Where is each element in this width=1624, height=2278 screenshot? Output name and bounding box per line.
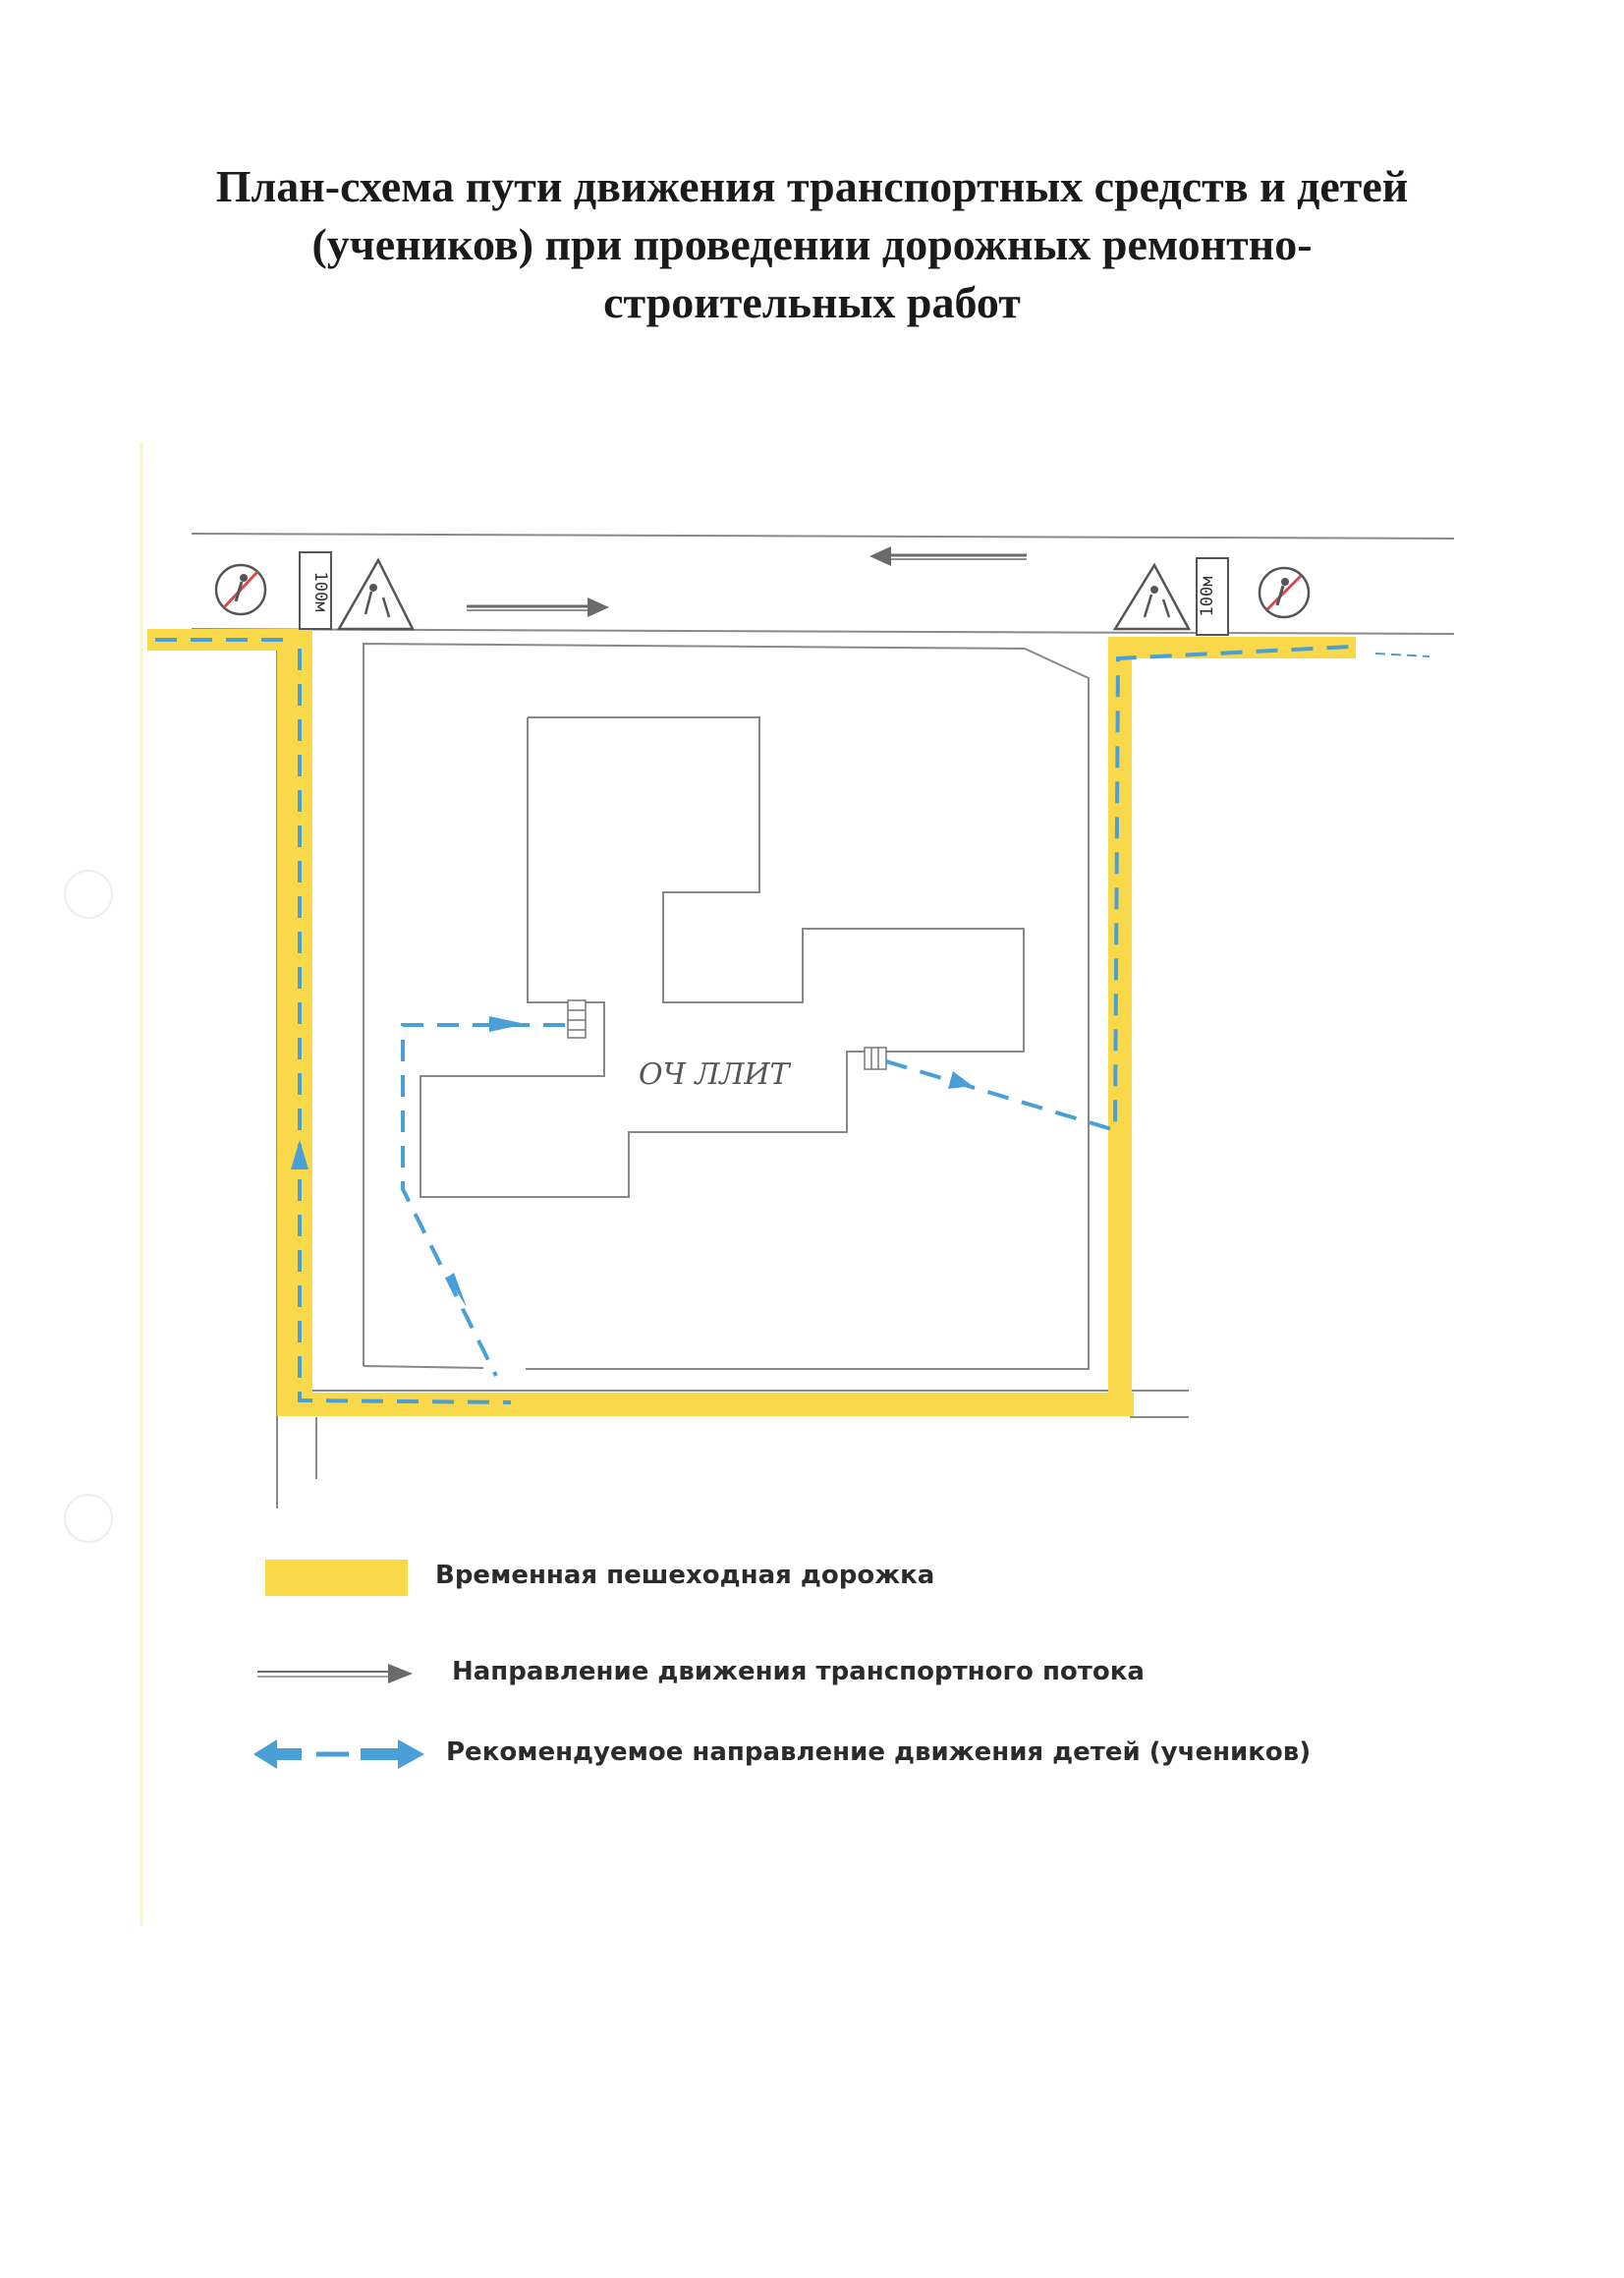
no-pedestrian-sign-left	[216, 565, 265, 614]
children-warning-sign-right	[1115, 565, 1189, 629]
building-entrance-left	[568, 1000, 586, 1038]
traffic-arrow-left	[869, 546, 1027, 566]
road	[192, 534, 1454, 1509]
punch-hole	[65, 1495, 112, 1542]
legend-swatch-children-route	[253, 1739, 424, 1769]
title-line-2: (учеников) при проведении дорожных ремонтно-	[311, 219, 1313, 269]
route-arrow-diagonal	[948, 1071, 973, 1089]
temporary-pedestrian-path	[147, 629, 1356, 1416]
route-arrow-down	[447, 1273, 467, 1307]
children-route	[155, 640, 1351, 1402]
title-line-3: строительных работ	[603, 277, 1021, 327]
children-warning-sign-left	[339, 560, 413, 629]
school-fence	[312, 644, 1108, 1391]
school-building	[420, 717, 1024, 1197]
distance-sign-text: 100м	[1198, 576, 1217, 617]
distance-sign-right	[1197, 558, 1228, 635]
legend-swatch-traffic-arrow	[257, 1664, 413, 1683]
distance-sign-left	[300, 552, 331, 629]
route-tail	[1375, 654, 1429, 656]
legend-swatch-pedestrian-path	[265, 1560, 408, 1596]
distance-sign-text: 100м	[310, 571, 330, 612]
punch-hole	[65, 871, 112, 918]
title-line-1: План-схема пути движения транспортных средств и детей	[215, 161, 1409, 211]
legend-label-pedestrian-path: Временная пешеходная дорожка	[435, 1561, 935, 1590]
traffic-arrow-right	[467, 598, 609, 617]
legend-label-children-direction: Рекомендуемое направление движения детей (учеников)	[446, 1737, 1312, 1767]
route-arrow-right	[489, 1016, 526, 1032]
legend-label-traffic-direction: Направление движения транспортного потока	[452, 1657, 1145, 1686]
building-label: ОЧ ЛЛИТ	[639, 1057, 790, 1092]
no-pedestrian-sign-right	[1260, 568, 1309, 617]
building-entrance-right	[865, 1048, 886, 1069]
